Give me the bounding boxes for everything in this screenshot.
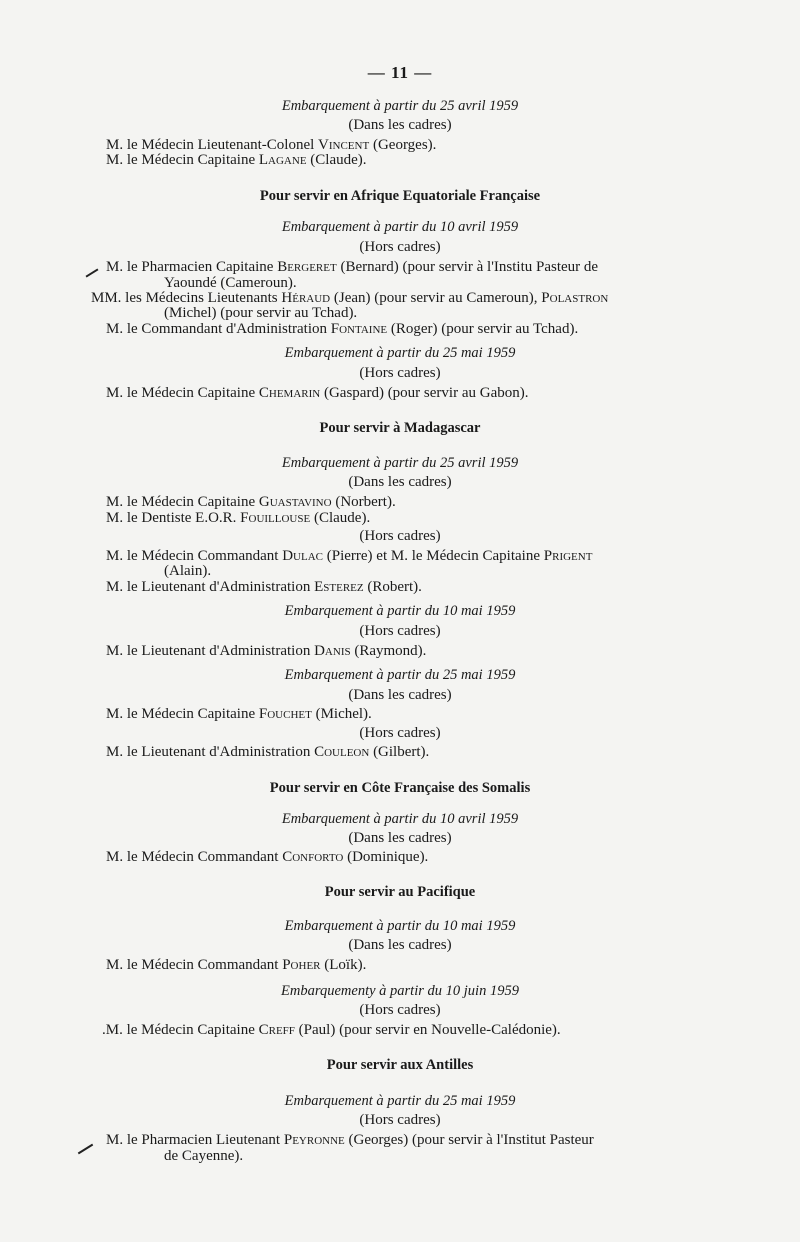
- assignment-line: MM. les Médecins Lieutenants Héraud (Jean) (pour servir au Cameroun), Polastron: [91, 290, 609, 306]
- assignment-line: M. le Médecin Capitaine Guastavino (Norbert).: [106, 494, 396, 510]
- cadre-status: (Hors cadres): [359, 1002, 441, 1018]
- cadre-status: (Hors cadres): [359, 365, 441, 381]
- cadre-status: (Hors cadres): [359, 528, 441, 544]
- assignment-line: M. le Dentiste E.O.R. Fouillouse (Claude).: [106, 510, 371, 526]
- page-number: — 11 —: [367, 63, 433, 82]
- assignment-line: M. le Médecin Commandant Poher (Loïk).: [106, 957, 367, 973]
- cadre-status: (Dans les cadres): [348, 830, 452, 846]
- embarkation-date: Embarquement à partir du 25 avril 1959: [281, 455, 519, 471]
- embarkation-date: Embarquement à partir du 10 avril 1959: [281, 811, 519, 827]
- cadre-status: (Dans les cadres): [348, 687, 452, 703]
- assignment-line: M. le Médecin Capitaine Fouchet (Michel).: [106, 706, 372, 722]
- cadre-status: (Hors cadres): [359, 725, 441, 741]
- margin-mark: [86, 268, 99, 277]
- embarkation-date: Embarquement à partir du 25 avril 1959: [281, 98, 519, 114]
- section-heading: Pour servir en Afrique Equatoriale Française: [259, 188, 541, 204]
- assignment-line: .M. le Médecin Capitaine Creff (Paul) (pour servir en Nouvelle-Calédonie).: [102, 1022, 561, 1038]
- embarkation-date: Embarquement à partir du 25 mai 1959: [284, 345, 516, 361]
- assignment-continuation: de Cayenne).: [164, 1148, 244, 1164]
- assignment-line: M. le Médecin Capitaine Chemarin (Gaspard) (pour servir au Gabon).: [106, 385, 529, 401]
- cadre-status: (Hors cadres): [359, 623, 441, 639]
- assignment-line: M. le Médecin Capitaine Lagane (Claude).: [106, 152, 367, 168]
- assignment-line: M. le Commandant d'Administration Fontaine (Roger) (pour servir au Tchad).: [106, 321, 579, 337]
- section-heading: Pour servir en Côte Française des Somalis: [269, 780, 531, 796]
- assignment-continuation: Yaoundé (Cameroun).: [164, 275, 297, 291]
- assignment-continuation: (Alain).: [164, 563, 212, 579]
- section-heading: Pour servir au Pacifique: [324, 884, 476, 900]
- section-heading: Pour servir aux Antilles: [326, 1057, 474, 1073]
- cadre-status: (Hors cadres): [359, 1112, 441, 1128]
- embarkation-date: Embarquement à partir du 10 mai 1959: [284, 918, 516, 934]
- embarkation-date: Embarquement à partir du 10 avril 1959: [281, 219, 519, 235]
- assignment-line: M. le Médecin Commandant Dulac (Pierre) et M. le Médecin Capitaine Prigent: [106, 548, 593, 564]
- assignment-line: M. le Médecin Lieutenant-Colonel Vincent (Georges).: [106, 137, 437, 153]
- embarkation-date: Embarquement à partir du 25 mai 1959: [284, 1093, 516, 1109]
- assignment-line: M. le Lieutenant d'Administration Danis (Raymond).: [106, 643, 427, 659]
- cadre-status: (Dans les cadres): [348, 474, 452, 490]
- cadre-status: (Dans les cadres): [348, 937, 452, 953]
- assignment-line: M. le Lieutenant d'Administration Couleon (Gilbert).: [106, 744, 430, 760]
- assignment-line: M. le Médecin Commandant Conforto (Dominique).: [106, 849, 429, 865]
- margin-mark: [78, 1144, 93, 1155]
- assignment-line: M. le Pharmacien Lieutenant Peyronne (Georges) (pour servir à l'Institut Pasteur: [106, 1132, 594, 1148]
- section-heading: Pour servir à Madagascar: [319, 420, 481, 436]
- assignment-line: M. le Pharmacien Capitaine Bergeret (Bernard) (pour servir à l'Institu Pasteur de: [106, 259, 599, 275]
- embarkation-date: Embarquement à partir du 25 mai 1959: [284, 667, 516, 683]
- cadre-status: (Dans les cadres): [348, 117, 452, 133]
- assignment-line: M. le Lieutenant d'Administration Esterez (Robert).: [106, 579, 422, 595]
- cadre-status: (Hors cadres): [359, 239, 441, 255]
- embarkation-date: Embarquementy à partir du 10 juin 1959: [281, 983, 519, 999]
- embarkation-date: Embarquement à partir du 10 mai 1959: [284, 603, 516, 619]
- assignment-continuation: (Michel) (pour servir au Tchad).: [164, 305, 358, 321]
